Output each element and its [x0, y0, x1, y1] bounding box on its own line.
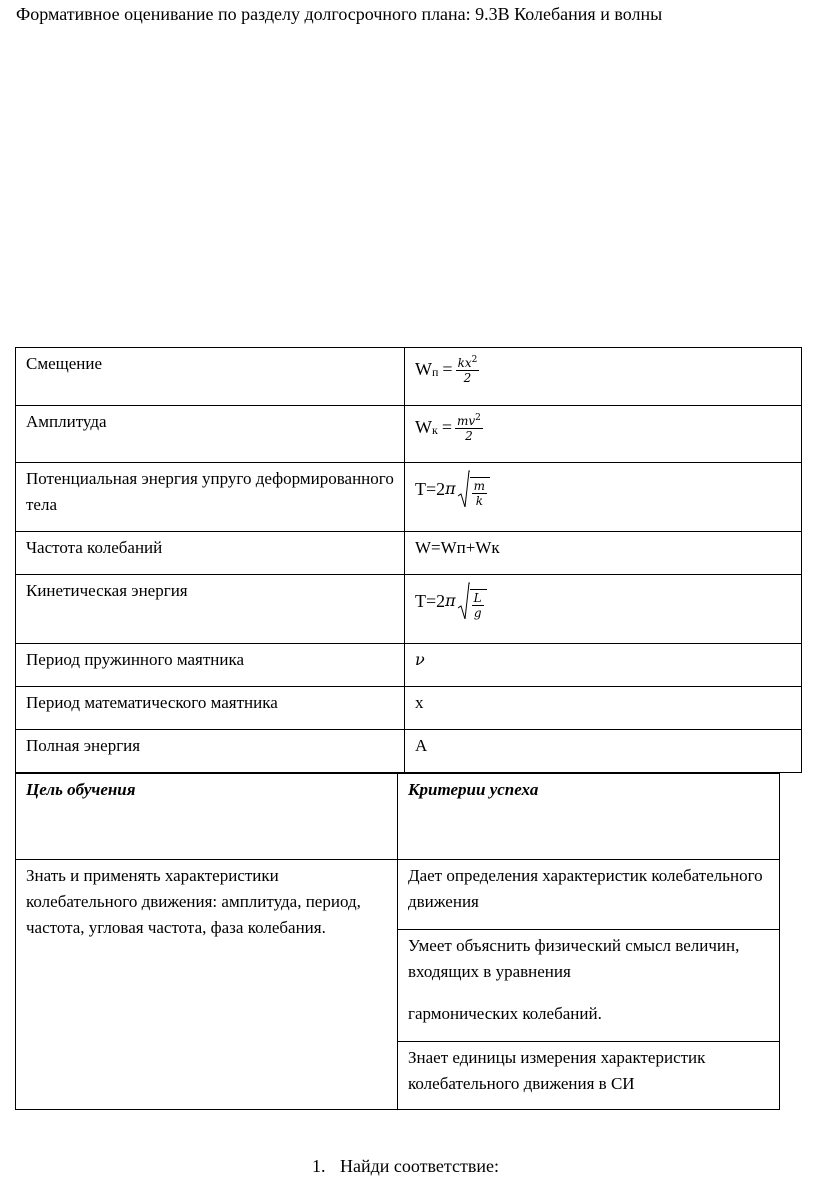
- criteria-table: [15, 773, 780, 1110]
- matching-table: [15, 347, 802, 773]
- term-cell: Период пружинного маятника: [16, 644, 405, 687]
- formula-cell: [405, 644, 802, 687]
- term-cell: Амплитуда: [16, 406, 405, 463]
- term-cell: Потенциальная энергия упруго деформированного тела: [16, 463, 405, 532]
- formula-potential-energy: W п = $\frac{kx^2}{2}$: [415, 355, 478, 385]
- formula-cell: [405, 348, 802, 406]
- term-cell: Полная энергия: [16, 730, 405, 773]
- formula-displacement: x: [415, 693, 424, 712]
- formula-spring-period: T=2 π $\frac{m}{k}$: [415, 470, 490, 508]
- term-cell: Период математического маятника: [16, 687, 405, 730]
- formula-cell: [405, 575, 802, 644]
- success-criterion: Дает определения характеристик колебательного движения: [398, 860, 780, 930]
- learning-goal: Знать и применять характеристики колебательного движения: амплитуда, период, частота, угловая частота, фаза колебания.: [16, 860, 398, 1110]
- term-cell: Частота колебаний: [16, 532, 405, 575]
- formula-total-energy: W=Wп+Wк: [415, 538, 500, 557]
- formula-cell: [405, 687, 802, 730]
- task-heading: 1. Найди соответствие:: [312, 1156, 499, 1176]
- page-title: Формативное оценивание по разделу долгосрочного плана: 9.3В Колебания и волны: [16, 4, 663, 24]
- formula-pendulum-period: T=2 π $\frac{L}{g}$: [415, 582, 487, 620]
- formula-amplitude: A: [415, 736, 428, 755]
- formula-cell: [405, 532, 802, 575]
- success-criterion: Умеет объяснить физический смысл величин, входящих в уравнения гармонических колебаний.: [398, 930, 780, 1042]
- goal-header: Цель обучения: [16, 774, 398, 860]
- formula-cell: [405, 730, 802, 773]
- term-cell: Кинетическая энергия: [16, 575, 405, 644]
- success-header: Критерии успеха: [398, 774, 780, 860]
- formula-cell: [405, 406, 802, 463]
- formula-kinetic-energy: W к = $\frac{mv^2}{2}$: [415, 413, 481, 443]
- success-criterion: Знает единицы измерения характеристик колебательного движения в СИ: [398, 1042, 780, 1110]
- formula-cell: [405, 463, 802, 532]
- term-cell: Смещение: [16, 348, 405, 406]
- formula-frequency: ν: [415, 650, 425, 669]
